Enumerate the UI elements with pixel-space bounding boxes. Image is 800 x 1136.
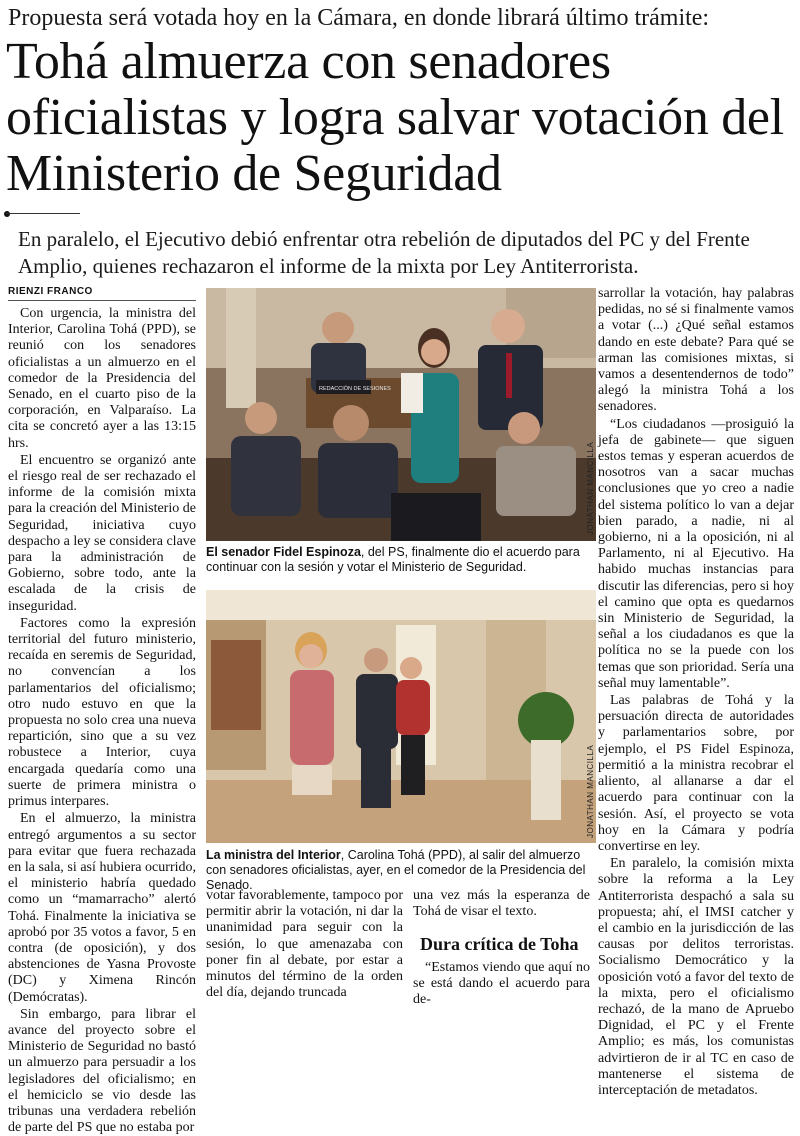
subheading: Dura crítica de Toha — [420, 934, 579, 954]
photo-minister-hallway — [206, 590, 596, 843]
headline: Tohá almuerza con senadores oficialistas y logra salvar votación del Ministerio de Seguridad — [6, 33, 784, 202]
nameplate-sign: REDACCIÓN DE SESIONES — [319, 386, 391, 392]
photo-credit: JONATHAN MANCILLA — [586, 744, 595, 838]
caption-text: , Carolina Tohá (PPD), al salir del almuerzo con senadores oficialistas, ayer, en el comedor de la Presidencia del Senado. — [206, 848, 586, 892]
photo-senate-meeting-image — [206, 288, 596, 541]
deck: En paralelo, el Ejecutivo debió enfrentar otra rebelión de diputados del PC y del Frente Amplio, quienes rechazaron el informe de la mixta por Ley Antiterrorista. — [18, 227, 750, 278]
photo-minister-hallway-image — [206, 590, 596, 843]
paragraph: “Los ciudadanos —prosiguió la jefa de gabinete— que siguen estos temas y esperan acuerdos de nosotros van a sacar muchas conclusiones que yo creo a nadie del sistema político lo van a dejar bien parado, a nadie, ni al gobierno, ni a la oposición, ni al Parlamento, ni al Ejecutivo. Ha habido muchas instancias para discutir las diferencias, pero si hoy el camino que opta es quedarnos sin Ministerio de Seguridad, la señal a los ciudadanos es que la política no se la puede con los temas que son prioridad. Sería una señal muy lamentable”. — [598, 416, 794, 691]
rule-dot — [4, 211, 10, 217]
article-column-2 — [206, 888, 403, 1001]
photo-caption — [206, 848, 596, 893]
paragraph: En paralelo, la comisión mixta sobre la reforma a la Ley Antiterrorista despachó a sala su propuesta; ahí, el IMSI catcher y el cambio en la jurisdicción de las causas por delitos terroristas. Socialismo Democrático y la oposición votó a favor del texto de la mixta, pero el oficialismo rechazó, de la mano de Apruebo Dignidad, el PC y el Frente Amplio; es más, los comunistas advirtieron de ir al TC en caso de mantenerse el sistema de interceptación de metadatos. — [598, 856, 794, 1098]
article-column-3b — [413, 960, 590, 1008]
photo-caption — [206, 545, 596, 575]
kicker: Propuesta será votada hoy en la Cámara, en donde librará último trámite: — [8, 5, 710, 31]
paragraph: “Estamos viendo que aquí no se está dando el acuerdo para de- — [413, 960, 590, 1008]
paragraph: Con urgencia, la ministra del Interior, Carolina Tohá (PPD), se reunió con los senadores oficialistas a un almuerzo en el comedor de la Presidencia del Senado, en el cuarto piso de la corporación, en Valparaíso. La cita se concretó ayer a las 13:15 hrs. — [8, 306, 196, 451]
photo-senate-meeting — [206, 288, 596, 541]
caption-bold: La ministra del Interior — [206, 848, 341, 862]
byline: RIENZI FRANCO — [8, 286, 93, 297]
caption-bold: El senador Fidel Espinoza — [206, 545, 361, 559]
paragraph: Las palabras de Tohá y la persuación directa de autoridades y parlamentarios sobre, por ejemplo, el PS Fidel Espinoza, permitió a la ministra recobrar el aliento, al allanarse a dar el acuerdo para continuar con la sesión. Así, el proyecto se vota hoy en la Cámara y podría convertirse en ley. — [598, 693, 794, 854]
paragraph: sarrollar la votación, hay palabras pedidas, no sé si finalmente vamos a votar (...) ¿Qué señal estamos dando en este debate? Para qué se arman las comisiones mixtas, si vamos a desentendernos de todo” alegó la ministra Tohá a los senadores. — [598, 286, 794, 415]
paragraph: una vez más la esperanza de Tohá de visar el texto. — [413, 888, 590, 920]
caption-text: , del PS, finalmente dio el acuerdo para continuar con la sesión y votar el Ministerio de Seguridad. — [206, 545, 580, 574]
paragraph: En el almuerzo, la ministra entregó argumentos a su sector para evitar que fuera rechazada en la sala, si así hubiera ocurrido, el ministerio habría quedado como un “mamarracho” alertó Tohá. Finalmente la iniciativa se aprobó por 35 votos a favor, 5 en contra (de oposición), y dos abstenciones de Yasna Provoste (DC) y Ximena Rincón (Demócratas). — [8, 811, 196, 1005]
byline-rule — [8, 300, 196, 301]
photo-credit: JONATHAN MANCILLA — [586, 441, 595, 535]
paragraph: votar favorablemente, tampoco por permitir abrir la votación, ni dar la unanimidad para seguir con la sesión, lo que amenazaba con poner fin al debate, por estar a minutos del término de la orden del día, dejando truncada — [206, 888, 403, 1001]
paragraph: Sin embargo, para librar el avance del proyecto sobre el Ministerio de Seguridad no bastó un almuerzo para persuadir a los legisladores del oficialismo; en el hemiciclo se vio desde las tribunas una verdadera rebelión de parte del PS que no estaba por — [8, 1006, 196, 1136]
article-column-1 — [8, 306, 196, 1136]
article-column-4 — [598, 286, 794, 1098]
paragraph: Factores como la expresión territorial del futuro ministerio, recaída en seremis de Seguridad, no convencían a los parlamentarios del oficialismo; otro nudo estuvo en que la propuesta no solo crea una nueva repartición, sino que a su vez robustece a Interior, cuya encargada quedaría como una suerte de primera ministra o primus interpares. — [8, 615, 196, 810]
divider-rule — [6, 213, 80, 214]
paragraph: El encuentro se organizó ante el riesgo real de ser rechazado el informe de la comisión mixta para la creación del Ministerio de Seguridad, iniciativa cuyo despacho a ley se considera clave para la administración de Gobierno, sobre todo, ante la escalada de la crisis de inseguridad. — [8, 452, 196, 614]
